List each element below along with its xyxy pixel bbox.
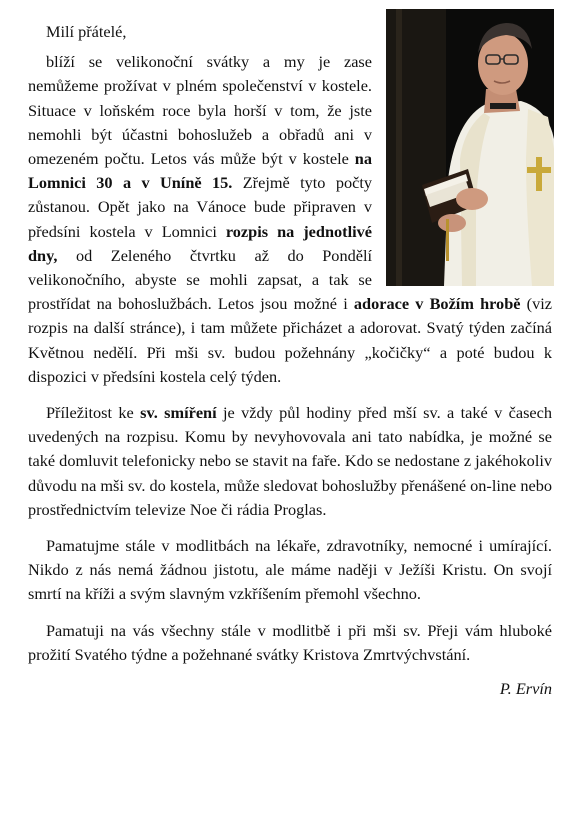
paragraph-1-bold-3: adorace v Božím hrobě: [353, 294, 521, 314]
paragraph-1-bold-1: na Lomnici 30 a v Uníně 15.: [28, 149, 372, 193]
greeting: Milí přátelé,: [46, 22, 127, 41]
paragraph-4: Pamatuji na vás všechny stále v modlitbě i při mši sv. Přeji vám hluboké prožití Svatého týdne a požehnané svátky Kristova Zmrtvýchvstání.: [28, 620, 552, 664]
paragraph-1-text-1: blíží se velikonoční svátky a my je zase nemůžeme prožívat v plném společenství v kostele. Situace v loňském roce byla horší v tom, že jste nemohli být účastni bohoslužeb a obřadů ani v omezeném počtu. Letos vás může být v kostele: [28, 52, 372, 169]
signature: P. Ervín: [499, 679, 552, 699]
paragraph-1-text-2: Zřejmě tyto počty zůstanou. Opět jako na Vánoce bude připraven v předsíni kostela v Lomnici: [28, 173, 372, 241]
paragraph-1-text-3: od Zeleného čtvrtku až do Pondělí velikonočního, abyste se mohli zapsat, a tak se prostřídat na bohoslužbách. Letos jsou možné i: [28, 245, 372, 314]
paragraph-1-bold-2: rozpis na jednotlivé dny,: [28, 221, 372, 265]
paragraph-2-bold-1: sv. smíření: [140, 403, 217, 423]
paragraph-2: [28, 401, 552, 522]
paragraph-2-text-1: Příležitost ke: [46, 403, 141, 423]
paragraph-1-text-4: (viz rozpis na další stránce), i tam můžete přicházet a adorovat. Svatý týden začíná Květnou nedělí. Při mši sv. budou požehnány „kočičky“ a poté budou k dispozici v předsíni kostela celý týden.: [28, 294, 552, 386]
letter: [28, 20, 552, 701]
priest-photo-illustration: [386, 9, 554, 286]
paragraph-2-text-2: je vždy půl hodiny před mší sv. a také v časech uvedených na rozpisu. Komu by nevyhovovala ani tato nabídka, je možné se také domluvit telefonicky nebo se stavit na faře. Kdo se nedostane z jakéhokoliv důvodu na mši sv. do kostela, může sledovat bohoslužby přenášené on-line nebo prostřednictvím televize Noe či rádia Proglas.: [28, 403, 553, 519]
paragraph-3: Pamatujme stále v modlitbách na lékaře, zdravotníky, nemocné i umírající. Nikdo z nás nemá žádnou jistotu, ale máme naději v Ježíši Kristu. On svojí smrtí na kříži a svým slavným vzkříšením přemohl všechno.: [28, 536, 552, 604]
priest-photo: [386, 9, 554, 286]
